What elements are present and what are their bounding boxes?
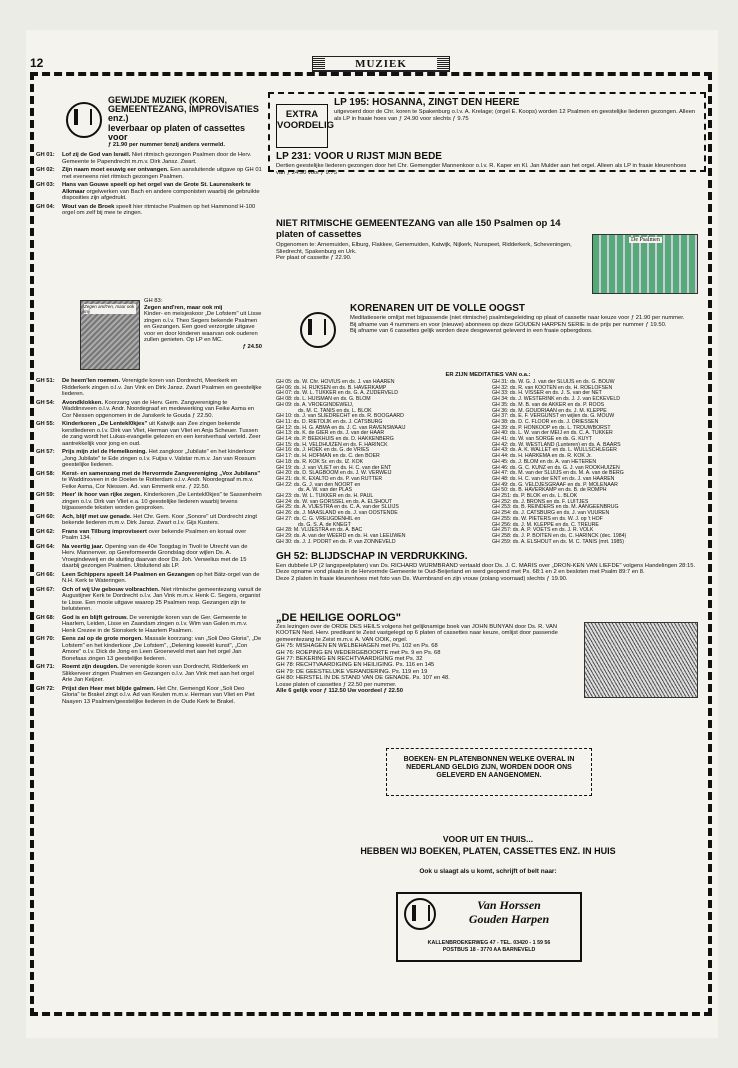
meditatie-row: GH 31: ds. W. G. J. van der SLUIJS en ds. G. BOUW [492, 379, 615, 385]
gh-code: GH 54: [36, 399, 55, 406]
meditatie-row: GH 37: ds. E. F. VERGUNST en wijlen ds. G. MOUW [492, 413, 615, 420]
gh83-block: GH 83: Zegen and'ren, maar ook mij Kinder- en meisjeskoor „De Lofstem" uit Lisse zingen o.l.v. Theo Segers bekende Psalmen en Gezangen. Een goed verzorgde uitgave voor en door kinderen waarvan ook ouderen zullen genieten. Op LP en MC. ƒ 24.50 [144, 298, 262, 350]
meditatie-row: GH 19: ds. J. van VLIET en ds. H. C. van der ENT [276, 464, 392, 471]
gh83-cover-photo: Zegen and'ren, maar ook mij [80, 300, 140, 370]
gh-item [36, 167, 262, 180]
meditatie-row: GH 21: ds. K. EXALTO en ds. P. van RUTTER [276, 475, 383, 482]
meditatie-row: GH 42: ds. W. WESTLAND (Lunteren) en ds. A. BAARS [492, 441, 621, 448]
meditatie-row: GH 06: ds. H. RIJKSEN en ds. B. HAVERKAMP [276, 384, 387, 391]
gh-desc: Avondklokken. Koorzang van de Herv. Gem. Zangvereniging te Waddinxveen o.l.v. Andr. Noordegraaf en medewerking van Feike Asma en Cor Niessen opgenomen in de Janskerk te Gouda ƒ 22.50. [62, 399, 255, 419]
gh-item [36, 544, 262, 570]
gh-desc: Heer' ik hoor van rijke zegen. Kinderkoren „De Lentekl0kjes" te Sassenheim zingen o.l.v. Dirk van Vliet e.a. 10 geestelijke liederen waarbij tevens bijpassende teksten worden gesproken. [62, 492, 262, 511]
meditatie-row: GH 23: ds. W. L. TUKKER en ds. H. PAUL [276, 493, 374, 500]
meditatie-row: GH 29: ds. A. van der WEERD en ds. H. van LEEUWEN [276, 532, 406, 539]
meditatie-row: GH 24: ds. W. van GORSSEL en ds. A. ELSHOUT [276, 498, 392, 505]
meditatie-row: GH 30: ds. J. J. POORT en ds. P. van ZONNEVELD [276, 538, 396, 545]
meditatie-row: GH 254: ds. J. CATSBURG en ds. J. van VUUREN [492, 510, 610, 517]
meditatie-row: GH 09: ds. A. VROEGINDEWEIJ, [276, 401, 354, 408]
oorlog-item: GH 76: ROEPING EN WEDERGEBOORTE met Ps. 9 en Ps. 68 [276, 649, 441, 656]
meditatie-row: GH 10: ds. J. van SLIEDRECHT en ds. R. BOOGAARD [276, 413, 404, 420]
gh-item [36, 572, 262, 585]
meditatie-row: GH 253: ds. B. REINDERS en ds. M. AANGEENBRUG [492, 504, 619, 511]
meditatie-row: GH 20: ds. D. SLAGBOOM en ds. J. W. VERWEIJ [276, 470, 392, 477]
gh-desc: God is en blijft getrouw. De verenigde koren van de Ger. Gemeente te Haarlem, Leiden, Lisse en Zaandam zingen o.l.v. Wim van Galen m.m.v. Henk Crezee in de Sionskerk te Haarlem Psalmen. [62, 614, 248, 634]
meditatie-row: GH 39: ds. P. HONKOOP en ds. L. TROUWBORST [492, 424, 611, 431]
gh-item [36, 182, 262, 202]
meditatie-row: GH 26: ds. J. MAASLAND en ds. J. van OOSTENDE [276, 510, 398, 517]
gh-item [36, 449, 262, 469]
oorlog-item: GH 79: DE GEESTELIJKE VERANDERING. Ps. 119 en 19 [276, 668, 428, 675]
extra-label: EXTRA VOORDELIG [276, 104, 328, 148]
korenaren-block: KORENAREN UIT DE VOLLE OOGST Meditatieserie omlijst met bijpassende (niet ritmische) psalmbegeleiding op plaat of cassette naar keuze voor ƒ 21.90 per nummer. Bij afname van 4 nummers en voor (nieuwe) abonnees op deze GOUDEN HARPEN SERIE is de prijs per nummer ƒ 19.50. Bij afname van 6 cassettes gelijk worden deze desgewenst geleverd in een fraaie opbergdoos. [350, 303, 685, 334]
gh-desc: Ach, blijf met uw genade. Het Chr. Gem. Koor „Sonore" uit Dordrecht zingt bekende liederen m.m.v. Dirk Jansz. Zwart o.l.v. Gijs Kusters. [62, 513, 258, 526]
shop-address: KALLENBROEKERWEG 47 - TEL. 03420 - 1 59 56 POSTBUS 18 - 3770 AA BARNEVELD [427, 940, 551, 953]
meditatie-row: GH 256: ds. J. M. KLEPPE en ds. C. TREURE [492, 521, 599, 528]
meditatie-row: GH 40: ds. L. W. van der MEIJ en ds. C. A. TUKKER [492, 430, 613, 437]
gh-desc: Frans van Tilburg improviseert over bekende Psalmen en koraal over Psalm 134. [62, 528, 247, 541]
meditatie-row: GH 28: M. VLIJESTRA en ds. A. BAC [276, 527, 363, 534]
meditatie-row: GH 251: ds. P. BLOK en ds. L. BLOK [492, 493, 578, 500]
psalmen-box-photo: De Psalmen [592, 234, 698, 294]
gh-desc: Zijn naam moet eeuwig eer ontvangen. Een aansluitende uitgave op GH 01 met eveneens niet ritmisch gezongen Psalmen. [62, 167, 262, 180]
meditaties-heading: ER ZIJN MEDITATIES VAN o.a.: [445, 372, 531, 378]
uit-en-thuis: VOOR UIT EN THUIS... HEBBEN WIJ BOEKEN, PLATEN, CASSETTES ENZ. IN HUIS Ook u slaagt als u komt, schrijft of belt naar: [360, 834, 616, 875]
meditatie-row: GH 252: ds. J. BRONS en ds. F. LUITJES [492, 498, 589, 505]
meditatie-row: GH 48: ds. H. C. van der ENT en ds. J. van HAAREN [492, 475, 615, 482]
gh-item [36, 204, 262, 217]
gh-code: GH 51: [36, 378, 55, 384]
meditatie-row: ds. A. W. van der PLAS [298, 487, 352, 494]
meditatie-row: GH 07: ds. W. L. TUKKER en ds. G. A. ZIJDERVELD [276, 390, 399, 397]
gh-desc: Prijst den Heer met blijde galmen. Het Chr. Gemengd Koor „Soli Deo Gloria" te Brakel zingt o.l.v. Ad van Keulen m.m.v. Herman van Vliet en Piet Naayen 13 Psalmen/geestelijke liederen in de Oude Kerk te Brakel. [62, 685, 255, 705]
gh-desc: Roemt zijn deugden. De verenigde koren van Dordrecht, Ridderkerk en Slikkerveer zingen Psalmen en Gezangen o.l.v. Jan Vink met aan het orgel Arie Jan Keijzer. [62, 664, 254, 683]
shop-name: Van Horssen Gouden Harpen [468, 898, 550, 926]
gh-code: GH 60: [36, 513, 55, 520]
gh-code: GH 58: [36, 470, 55, 477]
meditatie-row: GH 18: ds. R. KOK Sr. en ds. IZ. KOK [276, 458, 364, 465]
gh-item [36, 152, 262, 165]
meditatie-row: GH 15: ds. H. VELDHUIZEN en ds. F. HARINCK [276, 441, 388, 448]
gh-item [36, 529, 262, 542]
gh-desc: Kinderkoren „De Lentekl0kjes" uit Katwijk aan Zee zingen bekende kerstliederen o.l.v. Dirk van Vliet, Herman van Vliet en Anja Scheuer. Tussen de zang wordt het Lukas-evangelie gelezen en een kerstverhaal verteld. Zeer aantrekkelijk voor jong en oud. [62, 421, 261, 447]
gh-code: GH 67: [36, 586, 55, 593]
meditaties-right [492, 380, 704, 545]
heilige-oorlog-illustration [584, 622, 698, 698]
meditatie-row: GH 22: ds. G. J. van den NOORT en [276, 481, 361, 488]
meditatie-row: GH 34: ds. J. WESTERINK en ds. J. J. van ECKEVELD [492, 396, 621, 403]
gh-desc: Och of wij Uw gebouw volbrachten. Niet ritmische gemeentezang vanuit de Augustijner Kerk te Dordrecht o.l.v. Jan Vink m.m.v. Henk C. Segers, organist te Lisse. Een mooie uitgave waarop 25 Psalmen resp. Gezangen zijn te beluisteren. [62, 586, 262, 612]
gh-desc: Hans van Gouwe speelt op het orgel van de Grote St. Laurenskerk te Alkmaar orgelwerken van Bach en andere componisten waarbij de gebruikte disposities zijn afgedrukt. [62, 182, 260, 201]
bonnen-text: BOEKEN- EN PLATENBONNEN WELKE OVERAL IN NEDERLAND GELDIG ZIJN, WORDEN DOOR ONS GELEVERD EN AANGENOMEN. [403, 756, 575, 779]
lp231-block: LP 231: VOOR U RIJST MIJN BEDE Dertien geestelijke liederen gezongen door het Chr. Gemengder Mannenkoor o.l.v. R. Kaper en Kl. Jan Mulder aan het orgel. Alleen als LP in fraaie kleurenhoes van ƒ 24.90 voor ƒ 9.75 [276, 151, 687, 176]
gh-list-top [36, 152, 262, 219]
gh-code: GH 04: [36, 203, 55, 210]
meditatie-row: GH 32: ds. R. van KOOTEN en ds. H. ROELOFSEN [492, 384, 613, 391]
meditatie-row: GH 14: ds. P. BEEKHUIS en ds. D. HAKKENBERG [276, 436, 394, 443]
meditatie-row: GH 13: ds. K. de GIER en ds. J. van der HAAR [276, 430, 385, 437]
meditatie-row: GH 255: ds. W. PIETERS en ds. W. J. op 't HOF [492, 515, 603, 522]
gh-item [36, 421, 262, 447]
gh-item [36, 400, 262, 420]
oorlog-item: GH 77: BEKERING EN RECHTVAARDIGING met Ps. 32 [276, 656, 423, 663]
meditatie-row: GH 47: ds. M. van der SLUIJS en ds. M. A. van de BERG [492, 470, 624, 477]
gh-code: GH 57: [36, 449, 55, 455]
gh-list-bottom [36, 378, 262, 707]
meditatie-row: GH 258: ds. J. P. BOITEN en ds. C. HARINCK (dec. 1984) [492, 532, 627, 539]
heilige-oorlog-block: „DE HEILIGE OORLOG" Zes lezingen over de ORDE DES HEILS volgens het gelijknamige boek van JOHN BUNYAN door Ds. R. VAN KOOTEN Ned. Herv. predikant te Zeist vastgelegd op 6 platen of cassettes naar keuze, omlijst door passende gemeentezang te Zeist m.m.v. A. VAN OOIK, orgel. GH 75: MISHAGEN EN WELBEHAGEN met Ps. 102 en Ps. 68 GH 76: ROEPING EN WEDERGEBOORTE met Ps. 9 en Ps. 68 GH 77: BEKERING EN RECHTVAARDIGING met Ps. 32 GH 78: RECHTVAARDIGING EN HEILIGING. Ps. 116 en 145 GH 79: DE GEESTELIJKE VERANDERING. Ps. 119 en 19 GH 80: HERSTEL IN DE STAND VAN DE GENADE. Ps. 107 en 48. Losse platen of cassettes ƒ 22.50 per nummer. Alle 6 gelijk voor ƒ 112.50 Uw voordeel ƒ 22.50 [276, 612, 576, 694]
meditatie-row: GH 33: ds. H. VISSER en ds. J. S. van der NET [492, 390, 602, 397]
meditatie-row: GH 36: ds. M. GOUDRIAAN en ds. J. M. KLEPPE [492, 407, 607, 414]
meditatie-row: GH 46: ds. G. C. KUNZ en ds. G. J. van ROOKHUIZEN [492, 464, 620, 471]
gh-code: GH 59: [36, 492, 55, 498]
meditatie-row: GH 259: ds. A. ELSHOUT en ds. M. C. TANIS (mrt. 1985) [492, 538, 625, 545]
gh-desc: Eens zal op de grote morgen. Massale koorzang: van „Soli Deo Gloria", „De Lofstem" en het kinderkoor „De Lofstem", „Delening kweekt kunst", „Con Amore" o.l.v. Dick de Jong en Leen Groeneveld met aan het orgel Jan Bonefaas zingen 13 geestelijke liederen. [62, 636, 262, 662]
gh-desc: Na veertig jaar. Opening van de 40e Toogdag in Tivoli te Utrecht van de Herv. Mannenver. op Gereformeerde Grondslag door wijlen Ds. A. Vroegindeweij en de sluiting daarvan door Ds. Joh. Verwelius met de 15 daarbij gezongen Psalmen. Uitsluitend als LP. [62, 543, 248, 569]
gh-code: GH 71: [36, 664, 55, 670]
meditatie-row: GH 05: ds. W. Chr. HOVIUS en ds. J. van HAAREN [276, 379, 395, 385]
oorlog-item: GH 75: MISHAGEN EN WELBEHAGEN met Ps. 102 en Ps. 68 [276, 643, 438, 650]
gh-code: GH 55: [36, 421, 55, 427]
gh52-block: GH 52: BLIJDSCHAP IN VERDRUKKING. Een dubbele LP (2 langspeelplaten) van Ds. RICHARD WURMBRAND vertaald door Ds. J. C. MARIS over „DRON-KEN VAN LIEFDE" volgens Handelingen 28:15. Deze opname vond plaats in de Hervormde Gemeente te Oud-Beijerland en werd geopend met Ps. 68:1 en 2 en besloten met Psalm 89:7 en 8. Deze 2 platen in fraaie kleurenhoes met foto van Ds. Wurmbrand en zijn vrouw (zolang voorraad) slechts ƒ 19.90. [276, 551, 696, 582]
gh-code: GH 66: [36, 571, 55, 578]
gh-desc: De heem'len roemen. Verenigde koren van Dordrecht, Meerkerk en Ridderkerk zingen o.l.v. Jan Vink en Dirk Jansz. Zwart Psalmen en geestelijke liederen. [62, 378, 262, 397]
gh-item [36, 636, 262, 662]
niet-ritmische-block: NIET RITMISCHE GEMEENTEZANG van alle 150 Psalmen op 14 platen of cassettes Opgenomen te: Arnemuiden, Elburg, Flakkee, Genemuiden, Katwijk, Nijkerk, Nunspeet, Ridderkerk, Scheveningen, Sliedrecht, Spakenburg en Urk. Per plaat of cassette ƒ 22.90. [276, 218, 572, 261]
meditatie-row: GH 44: ds. H. HARKEMA en ds. R. KOK Jr. [492, 453, 592, 460]
meditatie-row: GH 16: ds. J. HOEK en ds. G. de VRIES [276, 447, 370, 454]
gh-code: GH 62: [36, 528, 55, 535]
gh-desc: Prijs mijn ziel de Hemelkoning. Het zangkoor „Jubilate" en het kinderkoor „Jong Jubilate" te Ede zingen o.l.v. Fuijss v. Valstar m.m.v. Jan van Rossum geestelijke liederen. [62, 449, 256, 468]
meditatie-row: GH 49: ds. G. VELDJESGRAAF en ds. P. MOLENAAR [492, 481, 618, 488]
meditatie-row: GH 25: ds. A. VIJESTRA en ds. C. A. van der SLUIJS [276, 504, 399, 511]
gh-item [36, 615, 262, 635]
meditatie-row: GH 43: ds. A. K. WALLET en ds. L. WULLSCHLEGER [492, 447, 617, 454]
meditatie-row: ds. M. C. TANIS en ds. L. BLOK [298, 407, 372, 414]
meditatie-row: GH 08: ds. L. HUISMAN en ds. G. BLOM [276, 396, 371, 403]
oorlog-item: GH 78: RECHTVAARDIGING EN HEILIGING. Ps. 116 en 145 [276, 662, 435, 669]
meditatie-row: GH 12: ds. H. G. ABMA en ds. J. C. van RAVENSWAAIJ [276, 424, 406, 431]
meditatie-row: GH 257: ds. A. P. VOETS en ds. J. R. VOLK [492, 527, 594, 534]
oorlog-item: GH 80: HERSTEL IN DE STAND VAN DE GENADE. Ps. 107 en 48. [276, 675, 450, 682]
gh-desc: Wout van de Broek speelt hier ritmische Psalmen op het Hammond H-100 orgel om zelf bij mee te zingen. [62, 203, 256, 216]
meditatie-row: GH 41: ds. W. van SORGE en ds. G. KUYT [492, 436, 593, 443]
gh-code: GH 03: [36, 182, 55, 188]
meditatie-row: GH 17: ds. H. HOFMAN en ds. C. den BOER [276, 453, 380, 460]
section-header: MUZIEK [312, 56, 450, 72]
gh-item [36, 664, 262, 684]
harp-emblem-icon-3 [404, 898, 436, 930]
harp-emblem-icon [66, 102, 102, 138]
meditaties-left [276, 380, 488, 545]
gh-desc: Leen Schippers speelt 14 Psalmen en Gezangen op het Bätz-orgel van de N.H. Kerk te Wateringen. [62, 571, 260, 584]
lp195-block: LP 195: HOSANNA, ZINGT DEN HEERE uitgevoerd door de Chr. koren te Spakenburg o.l.v. A. Krelage; (orgel E. Koops) worden 12 Psalmen en geestelijke liederen gezongen. Alleen als LP in fraaie hoes van ƒ 24.90 voor slechts ƒ 9.75 [334, 97, 696, 122]
gh-item [36, 587, 262, 613]
gh-code: GH 01: [36, 152, 55, 158]
gh-item [36, 492, 262, 512]
page-number: 12 [30, 56, 44, 70]
meditatie-row: GH 45: ds. J. BLOM en ds. A. van HETEREN [492, 458, 597, 465]
meditatie-row: GH 38: ds. D. C. FLOOR en ds. J. DRIESSEN [492, 418, 599, 425]
gh-code: GH 64: [36, 543, 55, 550]
gh-code: GH 70: [36, 636, 55, 642]
gh-code: GH 02: [36, 167, 55, 173]
gh-item [36, 471, 262, 491]
meditatie-row: GH 11: ds. D. RIETDIJK en ds. J. CATSBURG [276, 418, 383, 425]
meditatie-row: GH 50: ds. B. HAVERKAMP en ds. B. de ROMPH [492, 487, 607, 494]
gh-item [36, 378, 262, 398]
meditatie-row: GH 27: ds. C. G. VREUGDENHIL en [276, 515, 361, 522]
gh-item [36, 514, 262, 527]
gewijde-muziek-intro: GEWIJDE MUZIEK (KOREN, GEMEENTEZANG, IMPROVISATIES enz.) leverbaar op platen of cassettes voor ƒ 21.90 per nummer tenzij anders vermeld. [108, 95, 259, 148]
gh-item [36, 686, 262, 706]
harp-emblem-icon-2 [300, 312, 336, 348]
gh-desc: Kerst- en samenzang met de Hervormde Zangvereniging „Vox Jubilans" te Waddinxveen in de Doelen te Rotterdam o.l.v. Andr. Noordegraaf m.m.v. Feike Asma, Cor Niessen. Ad. van Emmerik enz. ƒ 22.50. [62, 470, 261, 490]
gh-desc: Lof zij de God van Israël. Niet ritmisch gezongen Psalmen door de Herv. Gemeente te Papendrecht m.m.v. Dirk Jansz. Zwart. [62, 152, 252, 165]
gh-code: GH 68: [36, 614, 55, 621]
meditatie-row: GH 35: ds. M. B. van de AKKER en ds. P. ROOS [492, 401, 605, 408]
gh-code: GH 72: [36, 685, 55, 692]
meditatie-row: ds. G. S. A. de KNEGT [298, 521, 351, 528]
